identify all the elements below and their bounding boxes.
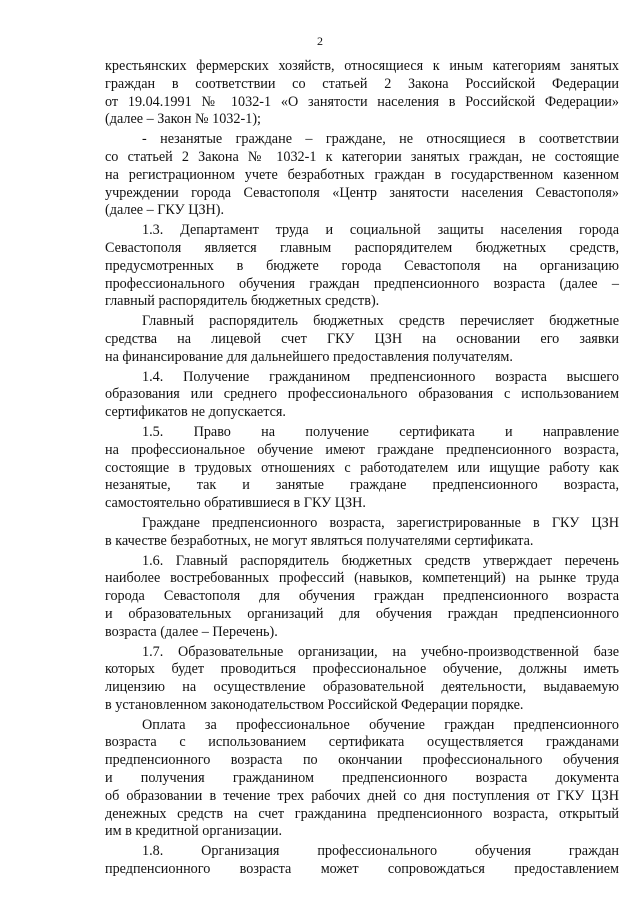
text-line: от 19.04.1991 № 1032-1 «О занятости населения в Российской Федерации» [105, 93, 619, 110]
paragraph [105, 369, 619, 422]
text-line: профессионального обучения граждан предпенсионного возраста (далее – [105, 275, 619, 292]
text-line: в качестве безработных, не могут являться получателями сертификата. [105, 532, 534, 549]
text-line: Оплата за профессиональное обучение граждан предпенсионного [142, 716, 619, 733]
text-line: которых будет проводиться профессиональное обучение, должны иметь [105, 661, 619, 678]
text-line: предпенсионного возраста по окончании профессионального обучения [105, 752, 619, 769]
text-line: на финансирование для дальнейшего предоставления получателям. [105, 348, 513, 365]
text-line: главный распорядитель бюджетных средств). [105, 293, 380, 310]
text-line: в установленном законодательством Российской Федерации порядке. [105, 696, 524, 713]
text-line: средства на лицевой счет ГКУ ЦЗН на основании его заявки [105, 330, 619, 347]
text-line: Главный распорядитель бюджетных средств перечисляет бюджетные [142, 313, 619, 330]
text-line: (далее – Закон № 1032-1); [105, 111, 261, 128]
text-line: 1.8. Организация профессионального обучения граждан [142, 843, 619, 860]
text-line: сертификатов не допускается. [105, 404, 286, 421]
text-line: - незанятые граждане – граждане, не относящиеся в соответствии [142, 131, 619, 148]
document-body [105, 58, 619, 879]
text-line: Граждане предпенсионного возраста, зарегистрированные в ГКУ ЦЗН [142, 514, 619, 531]
paragraph [105, 644, 619, 715]
paragraph [105, 424, 619, 513]
paragraph [105, 553, 619, 642]
text-line: образования или среднего профессионального образования с использованием [105, 386, 619, 403]
text-line: самостоятельно обратившиеся в ГКУ ЦЗН. [105, 495, 366, 512]
text-line: возраста (далее – Перечень). [105, 623, 278, 640]
text-line: и получения гражданином предпенсионного возраста документа [105, 770, 619, 787]
paragraph [105, 843, 619, 879]
paragraph [105, 717, 619, 842]
text-line: и образовательных организаций для обучения граждан предпенсионного [105, 605, 619, 622]
text-line: на профессиональное обучение имеют граждане предпенсионного возраста, [105, 441, 619, 458]
paragraph [105, 222, 619, 311]
text-line: крестьянских фермерских хозяйств, относящиеся к иным категориям занятых [105, 58, 619, 74]
text-line: 1.3. Департамент труда и социальной защиты населения города [142, 222, 619, 239]
text-line: состоящие в трудовых отношениях с работодателем или ищущие работу как [105, 459, 619, 476]
text-line: города Севастополя для обучения граждан предпенсионного возраста [105, 588, 619, 605]
text-line: возраста с использованием сертификата осуществляется гражданами [105, 734, 619, 751]
text-line: Севастополя является главным распорядителем бюджетных средств, [105, 239, 619, 256]
text-line: 1.4. Получение гражданином предпенсионного возраста высшего [142, 368, 619, 385]
text-line: незанятые, так и занятые граждане предпенсионного возраста, [105, 477, 619, 494]
text-line: (далее – ГКУ ЦЗН). [105, 202, 225, 219]
paragraph [105, 313, 619, 366]
paragraph [105, 515, 619, 551]
page-number: 2 [317, 34, 323, 48]
text-line: об образовании в течение трех рабочих дней со дня поступления от ГКУ ЦЗН [105, 787, 619, 804]
text-line: им в кредитной организации. [105, 823, 283, 840]
text-line: на регистрационном учете безработных граждан в государственном казенном [105, 166, 619, 183]
text-line: 1.6. Главный распорядитель бюджетных средств утверждает перечень [142, 552, 619, 569]
paragraph [105, 131, 619, 220]
text-line: со статьей 2 Закона № 1032-1 к категории занятых граждан, не состоящие [105, 148, 619, 165]
text-line: граждан в соответствии со статьей 2 Закона Российской Федерации [105, 75, 619, 92]
text-line: 1.5. Право на получение сертификата и направление [142, 423, 619, 440]
text-line: лицензию на осуществление образовательной деятельности, выдаваемую [105, 679, 619, 696]
text-line: предусмотренных в бюджете города Севастополя на организацию [105, 257, 619, 274]
text-line: учреждении города Севастополя «Центр занятости населения Севастополя» [105, 184, 619, 201]
text-line: наиболее востребованных профессий (навыков, компетенций) на рынке труда [105, 570, 619, 587]
paragraph [105, 58, 619, 129]
text-line: 1.7. Образовательные организации, на учебно-производственной базе [142, 643, 619, 660]
text-line: предпенсионного возраста может сопровождаться предоставлением [105, 861, 619, 878]
text-line: денежных средств на счет гражданина предпенсионного возраста, открытый [105, 805, 619, 822]
